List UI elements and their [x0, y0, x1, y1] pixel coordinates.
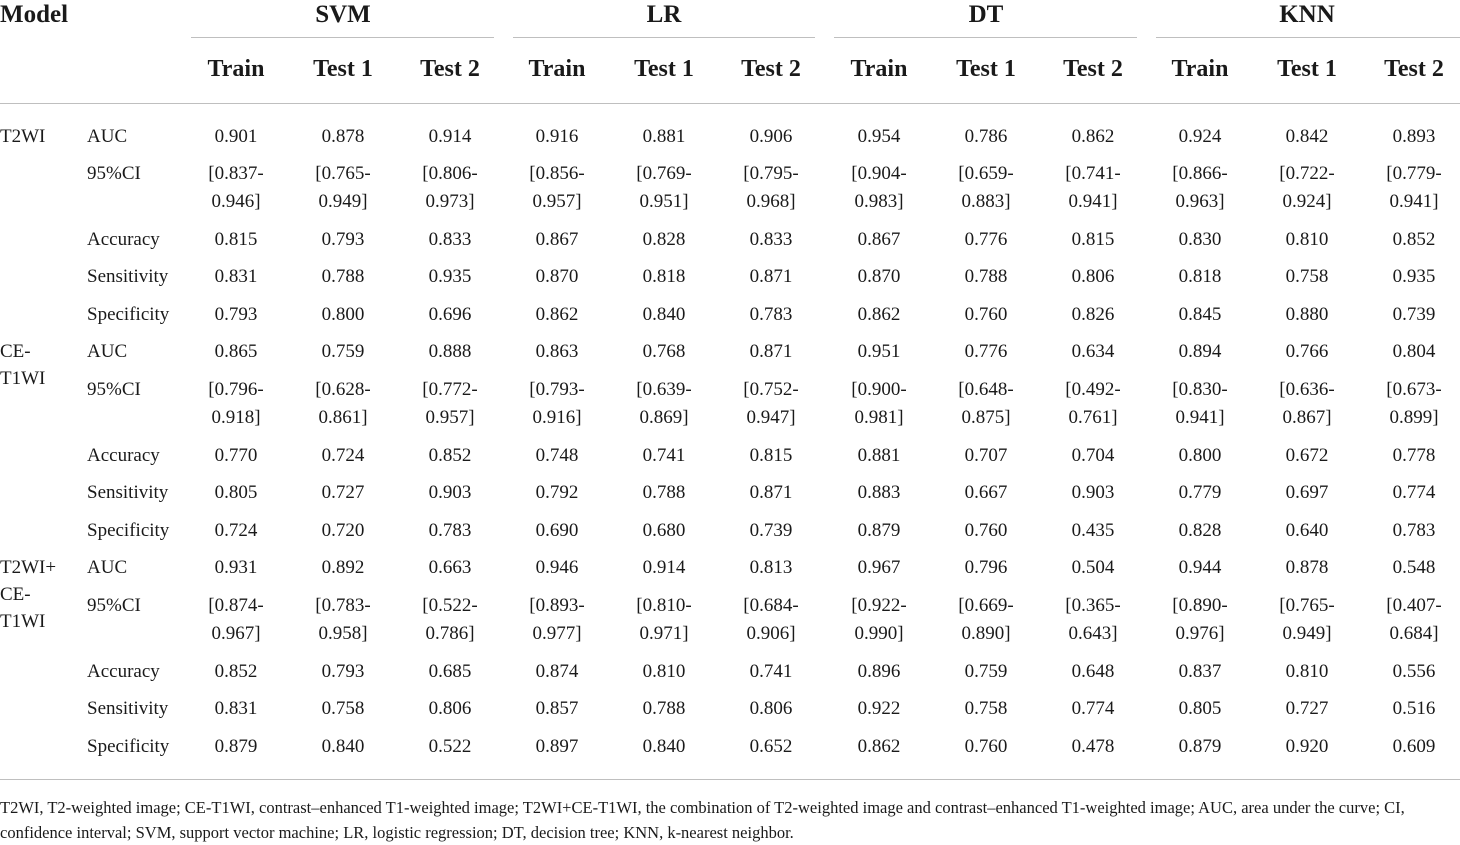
table-cell: 0.973]	[425, 191, 475, 212]
table-cell: [0.407-	[1386, 595, 1442, 616]
table-cell: [0.856-	[529, 163, 585, 184]
table-cell: 0.758	[964, 698, 1008, 719]
table-cell: 0.672	[1285, 445, 1329, 466]
table-cell: 0.947]	[746, 407, 796, 428]
table-cell: 0.761]	[1068, 407, 1118, 428]
table-cell: 0.901	[214, 126, 258, 147]
table-cell: [0.793-	[529, 379, 585, 400]
table-cell: 0.643]	[1068, 623, 1118, 644]
table-cell: 0.770	[214, 445, 258, 466]
table-cell: 0.862	[857, 736, 901, 757]
table-cell: 0.888	[428, 341, 472, 362]
table-cell: 0.916]	[532, 407, 582, 428]
table-cell: 0.946	[535, 557, 579, 578]
table-cell: [0.741-	[1065, 163, 1121, 184]
table-cell: 0.892	[321, 557, 365, 578]
table-cell: 0.903	[428, 482, 472, 503]
table-cell: 0.810	[642, 661, 686, 682]
table-cell: 0.815	[1071, 229, 1115, 250]
table-cell: 0.871	[749, 341, 793, 362]
table-cell: 0.977]	[532, 623, 582, 644]
table-cell: 0.879	[214, 736, 258, 757]
table-cell: 0.949]	[1282, 623, 1332, 644]
metric-label: 95%CI	[87, 379, 141, 400]
table-cell: 0.831	[214, 698, 258, 719]
table-cell: 0.941]	[1175, 407, 1225, 428]
table-cell: 0.867	[535, 229, 579, 250]
table-cell: 0.957]	[532, 191, 582, 212]
table-cell: 0.648	[1071, 661, 1115, 682]
group-header-knn: KNN	[1279, 1, 1335, 28]
metric-label: Sensitivity	[87, 266, 169, 287]
table-cell: 0.779	[1178, 482, 1222, 503]
table-cell: 0.548	[1392, 557, 1436, 578]
table-cell: [0.365-	[1065, 595, 1121, 616]
table-cell: 0.949]	[318, 191, 368, 212]
table-cell: 0.862	[1071, 126, 1115, 147]
table-cell: 0.906]	[746, 623, 796, 644]
table-cell: 0.786	[964, 126, 1008, 147]
table-cell: 0.941]	[1068, 191, 1118, 212]
table-cell: 0.852	[428, 445, 472, 466]
table-cell: 0.724	[321, 445, 365, 466]
table-cell: 0.813	[749, 557, 793, 578]
table-cell: [0.904-	[851, 163, 907, 184]
metric-label: 95%CI	[87, 163, 141, 184]
table-cell: 0.727	[321, 482, 365, 503]
table-cell: 0.774	[1392, 482, 1436, 503]
table-cell: 0.707	[964, 445, 1008, 466]
subheader-test-1: Test 1	[313, 56, 373, 82]
table-cell: 0.788	[642, 698, 686, 719]
table-cell: 0.652	[749, 736, 793, 757]
table-cell: 0.922	[857, 698, 901, 719]
metric-label: Specificity	[87, 736, 170, 757]
table-cell: 0.852	[1392, 229, 1436, 250]
table-cell: 0.522	[428, 736, 472, 757]
table-cell: 0.684]	[1389, 623, 1439, 644]
table-cell: 0.830	[1178, 229, 1222, 250]
table-cell: 0.875]	[961, 407, 1011, 428]
table-cell: 0.826	[1071, 304, 1115, 325]
table-cell: 0.967	[857, 557, 901, 578]
table-cell: 0.778	[1392, 445, 1436, 466]
table-cell: 0.796	[964, 557, 1008, 578]
table-cell: 0.810	[1285, 661, 1329, 682]
table-cell: [0.900-	[851, 379, 907, 400]
table-cell: [0.765-	[1279, 595, 1335, 616]
table-cell: 0.981]	[854, 407, 904, 428]
table-cell: 0.758	[1285, 266, 1329, 287]
subheader-train: Train	[528, 56, 586, 82]
table-cell: 0.504	[1071, 557, 1115, 578]
table-cell: 0.990]	[854, 623, 904, 644]
table-cell: 0.924	[1178, 126, 1222, 147]
table-cell: 0.758	[321, 698, 365, 719]
table-cell: 0.760	[964, 304, 1008, 325]
table-cell: 0.788	[321, 266, 365, 287]
metric-label: Accuracy	[87, 445, 160, 466]
table-cell: 0.862	[857, 304, 901, 325]
table-cell: 0.720	[321, 520, 365, 541]
table-cell: 0.685	[428, 661, 472, 682]
table-cell: [0.866-	[1172, 163, 1228, 184]
metric-label: AUC	[87, 126, 128, 147]
table-cell: 0.776	[964, 341, 1008, 362]
table-cell: 0.760	[964, 520, 1008, 541]
table-cell: 0.879	[1178, 736, 1222, 757]
table-cell: 0.870	[857, 266, 901, 287]
table-cell: 0.903	[1071, 482, 1115, 503]
table-cell: [0.830-	[1172, 379, 1228, 400]
table-cell: 0.963]	[1175, 191, 1225, 212]
table-bottom-rule	[0, 779, 1460, 780]
table-cell: 0.609	[1392, 736, 1436, 757]
table-cell: [0.639-	[636, 379, 692, 400]
table-cell: 0.857	[535, 698, 579, 719]
subheader-test-1: Test 1	[956, 56, 1016, 82]
table-cell: 0.971]	[639, 623, 689, 644]
table-cell: 0.861]	[318, 407, 368, 428]
metric-label: 95%CI	[87, 595, 141, 616]
table-cell: 0.914	[428, 126, 472, 147]
table-cell: 0.935	[428, 266, 472, 287]
table-cell: 0.478	[1071, 736, 1115, 757]
table-cell: 0.944	[1178, 557, 1222, 578]
table-cell: 0.741	[749, 661, 793, 682]
table-cell: [0.752-	[743, 379, 799, 400]
table-cell: 0.831	[214, 266, 258, 287]
table-cell: 0.748	[535, 445, 579, 466]
group-underline-knn	[1156, 37, 1460, 38]
table-cell: 0.983]	[854, 191, 904, 212]
table-cell: [0.922-	[851, 595, 907, 616]
table-cell: 0.968]	[746, 191, 796, 212]
table-cell: 0.840	[642, 304, 686, 325]
table-cell: 0.806	[1071, 266, 1115, 287]
table-cell: 0.815	[214, 229, 258, 250]
table-cell: 0.881	[642, 126, 686, 147]
table-cell: 0.867]	[1282, 407, 1332, 428]
subheader-train: Train	[1171, 56, 1229, 82]
section-label: CE-	[0, 341, 31, 362]
table-cell: 0.741	[642, 445, 686, 466]
table-cell: 0.867	[857, 229, 901, 250]
group-header-lr: LR	[646, 1, 682, 28]
table-cell: 0.894	[1178, 341, 1222, 362]
table-cell: 0.871	[749, 266, 793, 287]
table-cell: [0.779-	[1386, 163, 1442, 184]
section-label: T2WI+	[0, 557, 57, 578]
table-cell: 0.879	[857, 520, 901, 541]
table-cell: [0.636-	[1279, 379, 1335, 400]
section-label: CE-	[0, 584, 31, 605]
table-cell: 0.783	[749, 304, 793, 325]
table-cell: 0.786]	[425, 623, 475, 644]
table-cell: 0.680	[642, 520, 686, 541]
section-label: T1WI	[0, 368, 46, 389]
table-cell: 0.739	[1392, 304, 1436, 325]
table-cell: 0.783	[1392, 520, 1436, 541]
group-underline-dt	[834, 37, 1137, 38]
table-cell: 0.951	[857, 341, 901, 362]
section-label: T1WI	[0, 611, 46, 632]
section-label: T2WI	[0, 126, 46, 147]
table-cell: 0.788	[642, 482, 686, 503]
table-cell: 0.883]	[961, 191, 1011, 212]
table-cell: 0.759	[321, 341, 365, 362]
metric-label: Accuracy	[87, 661, 160, 682]
group-header-dt: DT	[968, 1, 1004, 28]
table-footnote: T2WI, T2-weighted image; CE-T1WI, contrast–enhanced T1-weighted image; T2WI+CE-T1WI, the combination of T2-weighted image and contrast–enhanced T1-weighted image; AUC, area under the curve; CI, confidence interval; SVM, support vector machine; LR, logistic regression; DT, decision tree; KNN, k-nearest neighbor.	[0, 798, 1405, 842]
table-cell: 0.804	[1392, 341, 1436, 362]
metric-label: Accuracy	[87, 229, 160, 250]
table-cell: 0.704	[1071, 445, 1115, 466]
table-cell: [0.673-	[1386, 379, 1442, 400]
table-cell: 0.774	[1071, 698, 1115, 719]
metric-label: AUC	[87, 341, 128, 362]
table-cell: [0.769-	[636, 163, 692, 184]
table-cell: 0.697	[1285, 482, 1329, 503]
subheader-test-2: Test 2	[741, 56, 801, 82]
table-cell: 0.914	[642, 557, 686, 578]
table-cell: [0.684-	[743, 595, 799, 616]
table-cell: 0.840	[642, 736, 686, 757]
table-cell: 0.862	[535, 304, 579, 325]
table-cell: 0.556	[1392, 661, 1436, 682]
table-cell: [0.810-	[636, 595, 692, 616]
metric-label: AUC	[87, 557, 128, 578]
table-cell: 0.828	[642, 229, 686, 250]
table-cell: [0.772-	[422, 379, 478, 400]
table-cell: 0.852	[214, 661, 258, 682]
group-underline-svm	[191, 37, 494, 38]
table-cell: 0.792	[535, 482, 579, 503]
table-cell: 0.883	[857, 482, 901, 503]
table-cell: 0.880	[1285, 304, 1329, 325]
table-cell: 0.931	[214, 557, 258, 578]
table-cell: 0.768	[642, 341, 686, 362]
subheader-train: Train	[207, 56, 265, 82]
table-cell: 0.976]	[1175, 623, 1225, 644]
table-cell: 0.890]	[961, 623, 1011, 644]
table-cell: 0.878	[321, 126, 365, 147]
table-cell: 0.869]	[639, 407, 689, 428]
table-cell: 0.727	[1285, 698, 1329, 719]
table-cell: 0.806	[749, 698, 793, 719]
metric-label: Specificity	[87, 520, 170, 541]
table-cell: 0.663	[428, 557, 472, 578]
table-cell: 0.924]	[1282, 191, 1332, 212]
table-cell: 0.806	[428, 698, 472, 719]
subheader-test-2: Test 2	[1384, 56, 1444, 82]
metric-label: Specificity	[87, 304, 170, 325]
table-cell: [0.659-	[958, 163, 1014, 184]
table-cell: 0.815	[749, 445, 793, 466]
subheader-test-2: Test 2	[420, 56, 480, 82]
table-cell: 0.946]	[211, 191, 261, 212]
table-cell: 0.899]	[1389, 407, 1439, 428]
table-cell: 0.724	[214, 520, 258, 541]
table-cell: 0.805	[214, 482, 258, 503]
table-cell: 0.760	[964, 736, 1008, 757]
table-cell: 0.793	[321, 661, 365, 682]
table-cell: [0.648-	[958, 379, 1014, 400]
table-cell: 0.918]	[211, 407, 261, 428]
table-cell: 0.840	[321, 736, 365, 757]
table-cell: 0.897	[535, 736, 579, 757]
table-cell: 0.878	[1285, 557, 1329, 578]
table-cell: 0.818	[642, 266, 686, 287]
table-cell: 0.863	[535, 341, 579, 362]
table-cell: 0.634	[1071, 341, 1115, 362]
table-cell: 0.690	[535, 520, 579, 541]
table-cell: [0.874-	[208, 595, 264, 616]
group-underline-lr	[513, 37, 815, 38]
table-cell: 0.951]	[639, 191, 689, 212]
table-cell: 0.837	[1178, 661, 1222, 682]
table-cell: 0.800	[1178, 445, 1222, 466]
table-cell: 0.833	[749, 229, 793, 250]
table-cell: [0.806-	[422, 163, 478, 184]
table-cell: [0.765-	[315, 163, 371, 184]
table-cell: 0.788	[964, 266, 1008, 287]
table-cell: [0.522-	[422, 595, 478, 616]
table-cell: 0.516	[1392, 698, 1436, 719]
table-cell: 0.793	[214, 304, 258, 325]
table-cell: 0.793	[321, 229, 365, 250]
metric-label: Sensitivity	[87, 482, 169, 503]
table-cell: 0.893	[1392, 126, 1436, 147]
table-cell: 0.783	[428, 520, 472, 541]
table-cell: 0.828	[1178, 520, 1222, 541]
table-cell: 0.871	[749, 482, 793, 503]
table-cell: [0.722-	[1279, 163, 1335, 184]
table-cell: 0.896	[857, 661, 901, 682]
table-cell: [0.669-	[958, 595, 1014, 616]
table-cell: 0.954	[857, 126, 901, 147]
subheader-train: Train	[850, 56, 908, 82]
table-cell: [0.796-	[208, 379, 264, 400]
table-cell: [0.783-	[315, 595, 371, 616]
table-cell: [0.492-	[1065, 379, 1121, 400]
table-cell: 0.935	[1392, 266, 1436, 287]
subheader-test-2: Test 2	[1063, 56, 1123, 82]
table-cell: [0.795-	[743, 163, 799, 184]
table-cell: 0.833	[428, 229, 472, 250]
table-cell: [0.628-	[315, 379, 371, 400]
table-cell: [0.837-	[208, 163, 264, 184]
subheader-test-1: Test 1	[1277, 56, 1337, 82]
metric-label: Sensitivity	[87, 698, 169, 719]
table-cell: 0.759	[964, 661, 1008, 682]
table-cell: 0.870	[535, 266, 579, 287]
table-cell: 0.800	[321, 304, 365, 325]
table-cell: 0.957]	[425, 407, 475, 428]
table-cell: 0.818	[1178, 266, 1222, 287]
table-cell: 0.696	[428, 304, 472, 325]
group-header-svm: SVM	[315, 1, 371, 28]
table-cell: 0.967]	[211, 623, 261, 644]
table-cell: [0.890-	[1172, 595, 1228, 616]
table-cell: 0.941]	[1389, 191, 1439, 212]
subheader-test-1: Test 1	[634, 56, 694, 82]
table-cell: 0.842	[1285, 126, 1329, 147]
table-cell: 0.805	[1178, 698, 1222, 719]
table-cell: 0.640	[1285, 520, 1329, 541]
table-cell: 0.920	[1285, 736, 1329, 757]
table-cell: 0.667	[964, 482, 1008, 503]
table-cell: 0.865	[214, 341, 258, 362]
table-cell: 0.906	[749, 126, 793, 147]
table-cell: 0.739	[749, 520, 793, 541]
table-cell: [0.893-	[529, 595, 585, 616]
table-cell: 0.881	[857, 445, 901, 466]
table-cell: 0.810	[1285, 229, 1329, 250]
table-cell: 0.874	[535, 661, 579, 682]
header-bottom-rule	[0, 103, 1460, 104]
table-cell: 0.435	[1071, 520, 1115, 541]
table-cell: 0.845	[1178, 304, 1222, 325]
table-cell: 0.766	[1285, 341, 1329, 362]
table-cell: 0.916	[535, 126, 579, 147]
model-header: Model	[0, 1, 69, 28]
table-cell: 0.776	[964, 229, 1008, 250]
table-cell: 0.958]	[318, 623, 368, 644]
